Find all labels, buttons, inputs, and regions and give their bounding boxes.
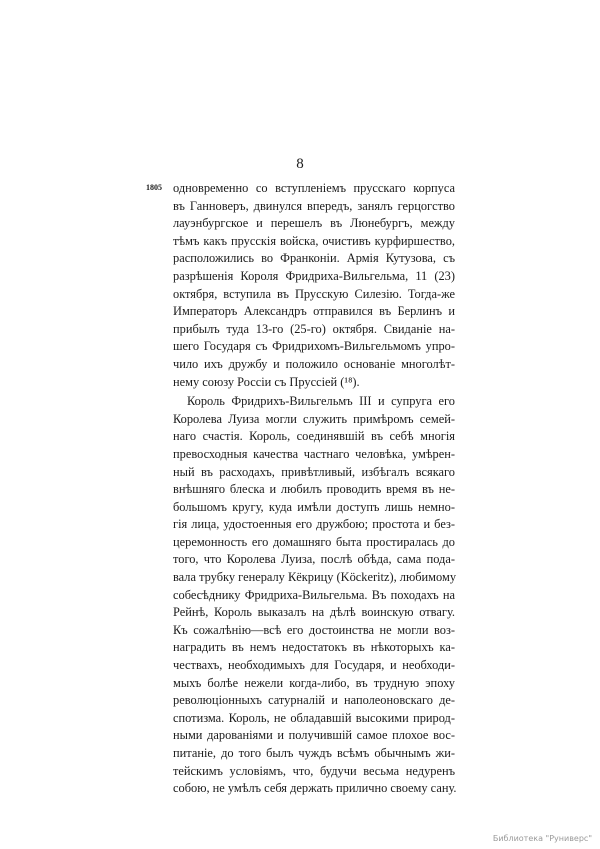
- text-line: Король Фридрихъ-Вильгельмъ III и супруга его: [187, 394, 455, 409]
- text-line: лауэнбургское и перешелъ въ Люнебургъ, между: [173, 216, 455, 231]
- text-line: революціонныхъ сатурналій и наполеоновскаго де-: [173, 693, 455, 708]
- text-line: разрѣшенія Короля Фридриха-Вильгельма, 11 (23): [173, 268, 455, 283]
- text-line: тейскимъ условіямъ, что, будучи весьма недуренъ: [173, 763, 455, 778]
- text-line: церемонность его домашняго быта простиралась до: [173, 534, 455, 549]
- text-line: чило ихъ дружбу и положило основаніе многолѣт-: [173, 356, 455, 371]
- text-line: собесѣднику Фридриха-Вильгельма. Въ походахъ на: [173, 587, 455, 602]
- text-line: внѣшняго блеска и любилъ проводить время въ не-: [173, 482, 455, 497]
- text-line: прибылъ туда 13-го (25-го) октября. Свиданіе на-: [173, 321, 455, 336]
- text-line: спотизма. Король, не обладавшій высокими природ-: [173, 710, 455, 725]
- text-line: питаніе, до того былъ чуждъ всѣмъ обычнымъ жи-: [173, 746, 455, 760]
- text-line: расположились во Франконіи. Армія Кутузова, съ: [173, 251, 455, 266]
- text-line: собою, не умѣлъ себя держать прилично своему сану.: [173, 781, 457, 796]
- body-text: [173, 180, 455, 798]
- text-line: Рейнѣ, Король выказалъ на дѣлѣ воинскую отвагу.: [173, 605, 455, 620]
- paragraph: [173, 180, 455, 391]
- paragraph: [173, 393, 455, 798]
- page-number: 8: [296, 156, 304, 172]
- text-line: гія лица, удостоенныя его дружбою; простота и без-: [173, 517, 455, 532]
- text-line: наго счастія. Король, соединявшій въ себѣ многія: [173, 429, 455, 444]
- text-line: тѣмъ какъ прусскія войска, очистивъ курфиршество,: [173, 233, 455, 248]
- margin-year-note: 1805: [146, 183, 162, 192]
- text-line: въ Ганноверъ, двинулся впередъ, занялъ герцогство: [173, 198, 455, 213]
- text-line: наградить въ немъ недостатокъ въ нѣкоторыхъ ка-: [173, 640, 455, 655]
- text-line: ный въ расходахъ, привѣтливый, избѣгалъ всякаго: [173, 464, 455, 479]
- library-watermark: Библиотека "Руниверс": [492, 834, 592, 843]
- text-line: ными дарованіями и получившій самое плохое вос-: [173, 728, 455, 743]
- text-line: большомъ кругу, куда имѣли доступъ лишь немно-: [173, 499, 455, 514]
- text-line: превосходныя качества частнаго человѣка, умѣрен-: [173, 446, 455, 461]
- text-line: Королева Луиза могли служить примѣромъ семей-: [173, 411, 455, 426]
- text-line: нему союзу Россіи съ Пруссіей (¹⁸).: [173, 374, 360, 389]
- text-line: чествахъ, необходимыхъ для Государя, и необходи-: [173, 658, 455, 673]
- text-line: шего Государя съ Фридрихомъ-Вильгельмомъ упро-: [173, 339, 455, 354]
- text-line: Къ сожалѣнію—всѣ его достоинства не могли воз-: [173, 622, 455, 637]
- text-line: вала трубку генералу Кёкрицу (Köckeritz), любимому: [173, 570, 457, 585]
- text-line: Императоръ Александръ отправился въ Берлинъ и: [173, 304, 455, 319]
- text-line: одновременно со вступленіемъ прусскаго корпуса: [173, 181, 455, 195]
- text-line: того, что Королева Луиза, послѣ обѣда, сама пода-: [173, 552, 455, 567]
- text-line: мыхъ болѣе нежели когда-либо, въ трудную эпоху: [173, 675, 455, 690]
- text-line: октября, вступила въ Прусскую Силезію. Тогда-же: [173, 286, 455, 301]
